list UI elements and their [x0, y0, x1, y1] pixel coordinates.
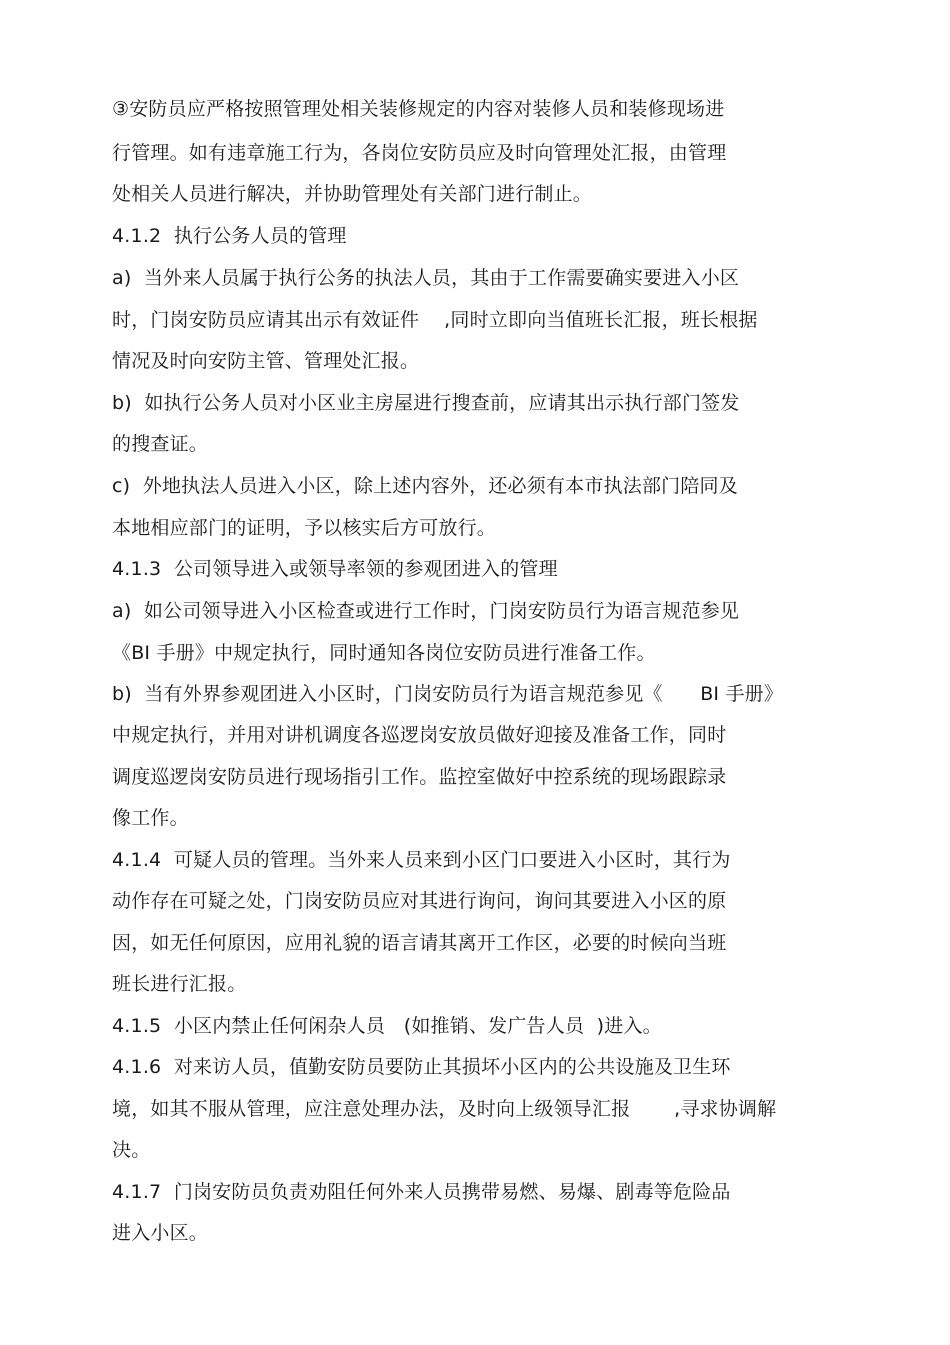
section-heading: 4.1.5 小区内禁止任何闲杂人员 (如推销、发广告人员 )进入。 [112, 1015, 662, 1037]
text-line: 调度巡逻岗安防员进行现场指引工作。监控室做好中控系统的现场跟踪录 [112, 766, 727, 788]
text-line: b) 当有外界参观团进入小区时，门岗安防员行为语言规范参见《 BI 手册》 [112, 683, 784, 705]
section-heading: 4.1.6 对来访人员，值勤安防员要防止其损坏小区内的公共设施及卫生环 [112, 1056, 731, 1078]
text-line: 班长进行汇报。 [112, 973, 247, 995]
text-line: 本地相应部门的证明，予以核实后方可放行。 [112, 517, 497, 539]
section-heading: 4.1.3 公司领导进入或领导率领的参观团进入的管理 [112, 558, 558, 580]
section-heading: 4.1.4 可疑人员的管理。当外来人员来到小区门口要进入小区时，其行为 [112, 849, 731, 871]
text-line: 《BI 手册》中规定执行，同时通知各岗位安防员进行准备工作。 [112, 642, 656, 664]
text-line: b) 如执行公务人员对小区业主房屋进行搜查前，应请其出示执行部门签发 [112, 392, 740, 414]
text-line: a) 如公司领导进入小区检查或进行工作时，门岗安防员行为语言规范参见 [112, 600, 740, 622]
text-line: a) 当外来人员属于执行公务的执法人员，其由于工作需要确实要进入小区 [112, 267, 740, 289]
text-line: c) 外地执法人员进入小区，除上述内容外，还必须有本市执法部门陪同及 [112, 475, 738, 497]
text-line: 决。 [112, 1139, 151, 1161]
text-line: 处相关人员进行解决，并协助管理处有关部门进行制止。 [112, 183, 593, 205]
text-line: 中规定执行，并用对讲机调度各巡逻岗安放员做好迎接及准备工作，同时 [112, 724, 727, 746]
text-line: 进入小区。 [112, 1222, 209, 1244]
text-line: 境，如其不服从管理，应注意处理办法，及时向上级领导汇报 ,寻求协调解 [112, 1098, 777, 1120]
section-heading: 4.1.2 执行公务人员的管理 [112, 225, 347, 247]
text-line: ③安防员应严格按照管理处相关装修规定的内容对装修人员和装修现场进 [112, 98, 725, 120]
text-line: 像工作。 [112, 807, 189, 829]
text-line: 的搜查证。 [112, 433, 209, 455]
text-line: 动作存在可疑之处，门岗安防员应对其进行询问，询问其要进入小区的原 [112, 890, 727, 912]
text-line: 情况及时向安防主管、管理处汇报。 [112, 350, 420, 372]
text-line: 时，门岗安防员应请其出示有效证件 ,同时立即向当值班长汇报，班长根据 [112, 309, 758, 331]
text-line: 行管理。如有违章施工行为，各岗位安防员应及时向管理处汇报，由管理 [112, 142, 727, 164]
text-line: 因，如无任何原因，应用礼貌的语言请其离开工作区，必要的时候向当班 [112, 932, 727, 954]
section-heading: 4.1.7 门岗安防员负责劝阻任何外来人员携带易燃、易爆、剧毒等危险品 [112, 1181, 731, 1203]
